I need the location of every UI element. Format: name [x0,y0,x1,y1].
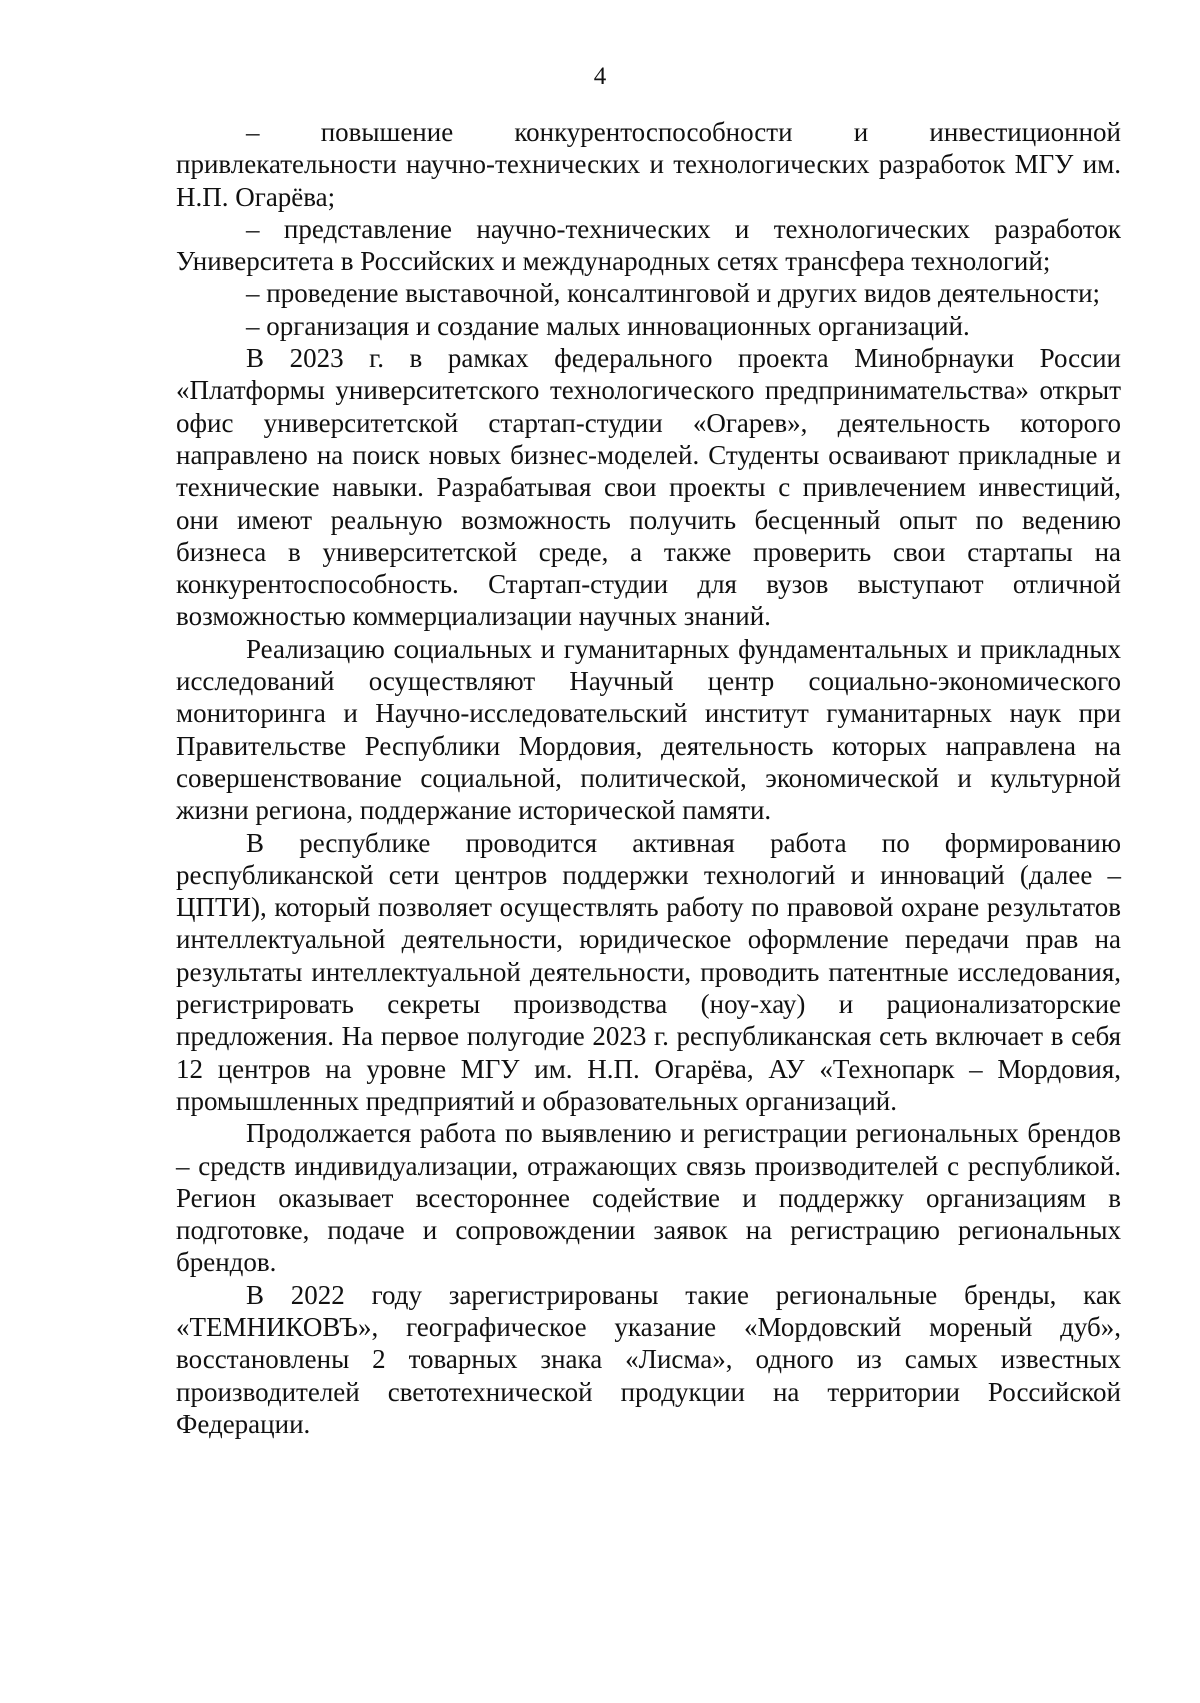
list-item-small-innovative-organizations: – организация и создание малых инновационных организаций. [246,310,970,341]
document-body [176,116,1121,1440]
paragraph-tisc-network: В республике проводится активная работа по формированию республиканской сети центров поддержки технологий и инноваций (далее – ЦПТИ), который позволяет осуществлять работу по правовой охране результатов интеллектуальной деятельности, юридическое оформление передачи прав на результаты интеллектуальной деятельности, проводить патентные исследования, регистрировать секреты производства (ноу-хау) и рационализаторские предложения. На первое полугодие 2023 г. республиканская сеть включает в себя 12 центров на уровне МГУ им. Н.П. Огарёва, АУ «Технопарк – Мордовия, промышленных предприятий и образовательных организаций. [176,827,1121,1116]
list-item-technology-transfer: – представление научно-технических и технологических разработок Университета в Российских и международных сетях трансфера технологий; [176,213,1121,277]
paragraph-regional-brands: Продолжается работа по выявлению и регистрации региональных брендов – средств индивидуализации, отражающих связь производителей с республикой. Регион оказывает всестороннее содействие и поддержку организациям в подготовке, подаче и сопровождении заявок на регистрацию региональных брендов. [176,1118,1121,1278]
page-number: 4 [593,63,607,90]
list-item-exhibition-activity: – проведение выставочной, консалтинговой и других видов деятельности; [246,278,1101,309]
list-item-competitiveness: – повышение конкурентоспособности и инвестиционной привлекательности научно-технических и технологических разработок МГУ им. Н.П. Огарёва; [176,117,1121,212]
paragraph-registered-brands-2022: В 2022 году зарегистрированы такие региональные бренды, как «ТЕМНИКОВЪ», географическое указание «Мордовский мореный дуб», восстановлены 2 товарных знака «Лисма», одного из самых известных производителей светотехнической продукции на территории Российской Федерации. [176,1279,1121,1439]
paragraph-startup-studio: В 2023 г. в рамках федерального проекта Минобрнауки России «Платформы университетского технологического предпринимательства» открыт офис университетской стартап-студии «Огарев», деятельность которого направлено на поиск новых бизнес-моделей. Студенты осваивают прикладные и технические навыки. Разрабатывая свои проекты с привлечением инвестиций, они имеют реальную возможность получить бесценный опыт по ведению бизнеса в университетской среде, а также проверить свои стартапы на конкурентоспособность. Стартап-студии для вузов выступают отличной возможностью коммерциализации научных знаний. [176,343,1121,632]
paragraph-social-research: Реализацию социальных и гуманитарных фундаментальных и прикладных исследований осуществляют Научный центр социально-экономического мониторинга и Научно-исследовательский институт гуманитарных наук при Правительстве Республики Мордовия, деятельность которых направлена на совершенствование социальной, политической, экономической и культурной жизни региона, поддержание исторической памяти. [176,633,1121,826]
